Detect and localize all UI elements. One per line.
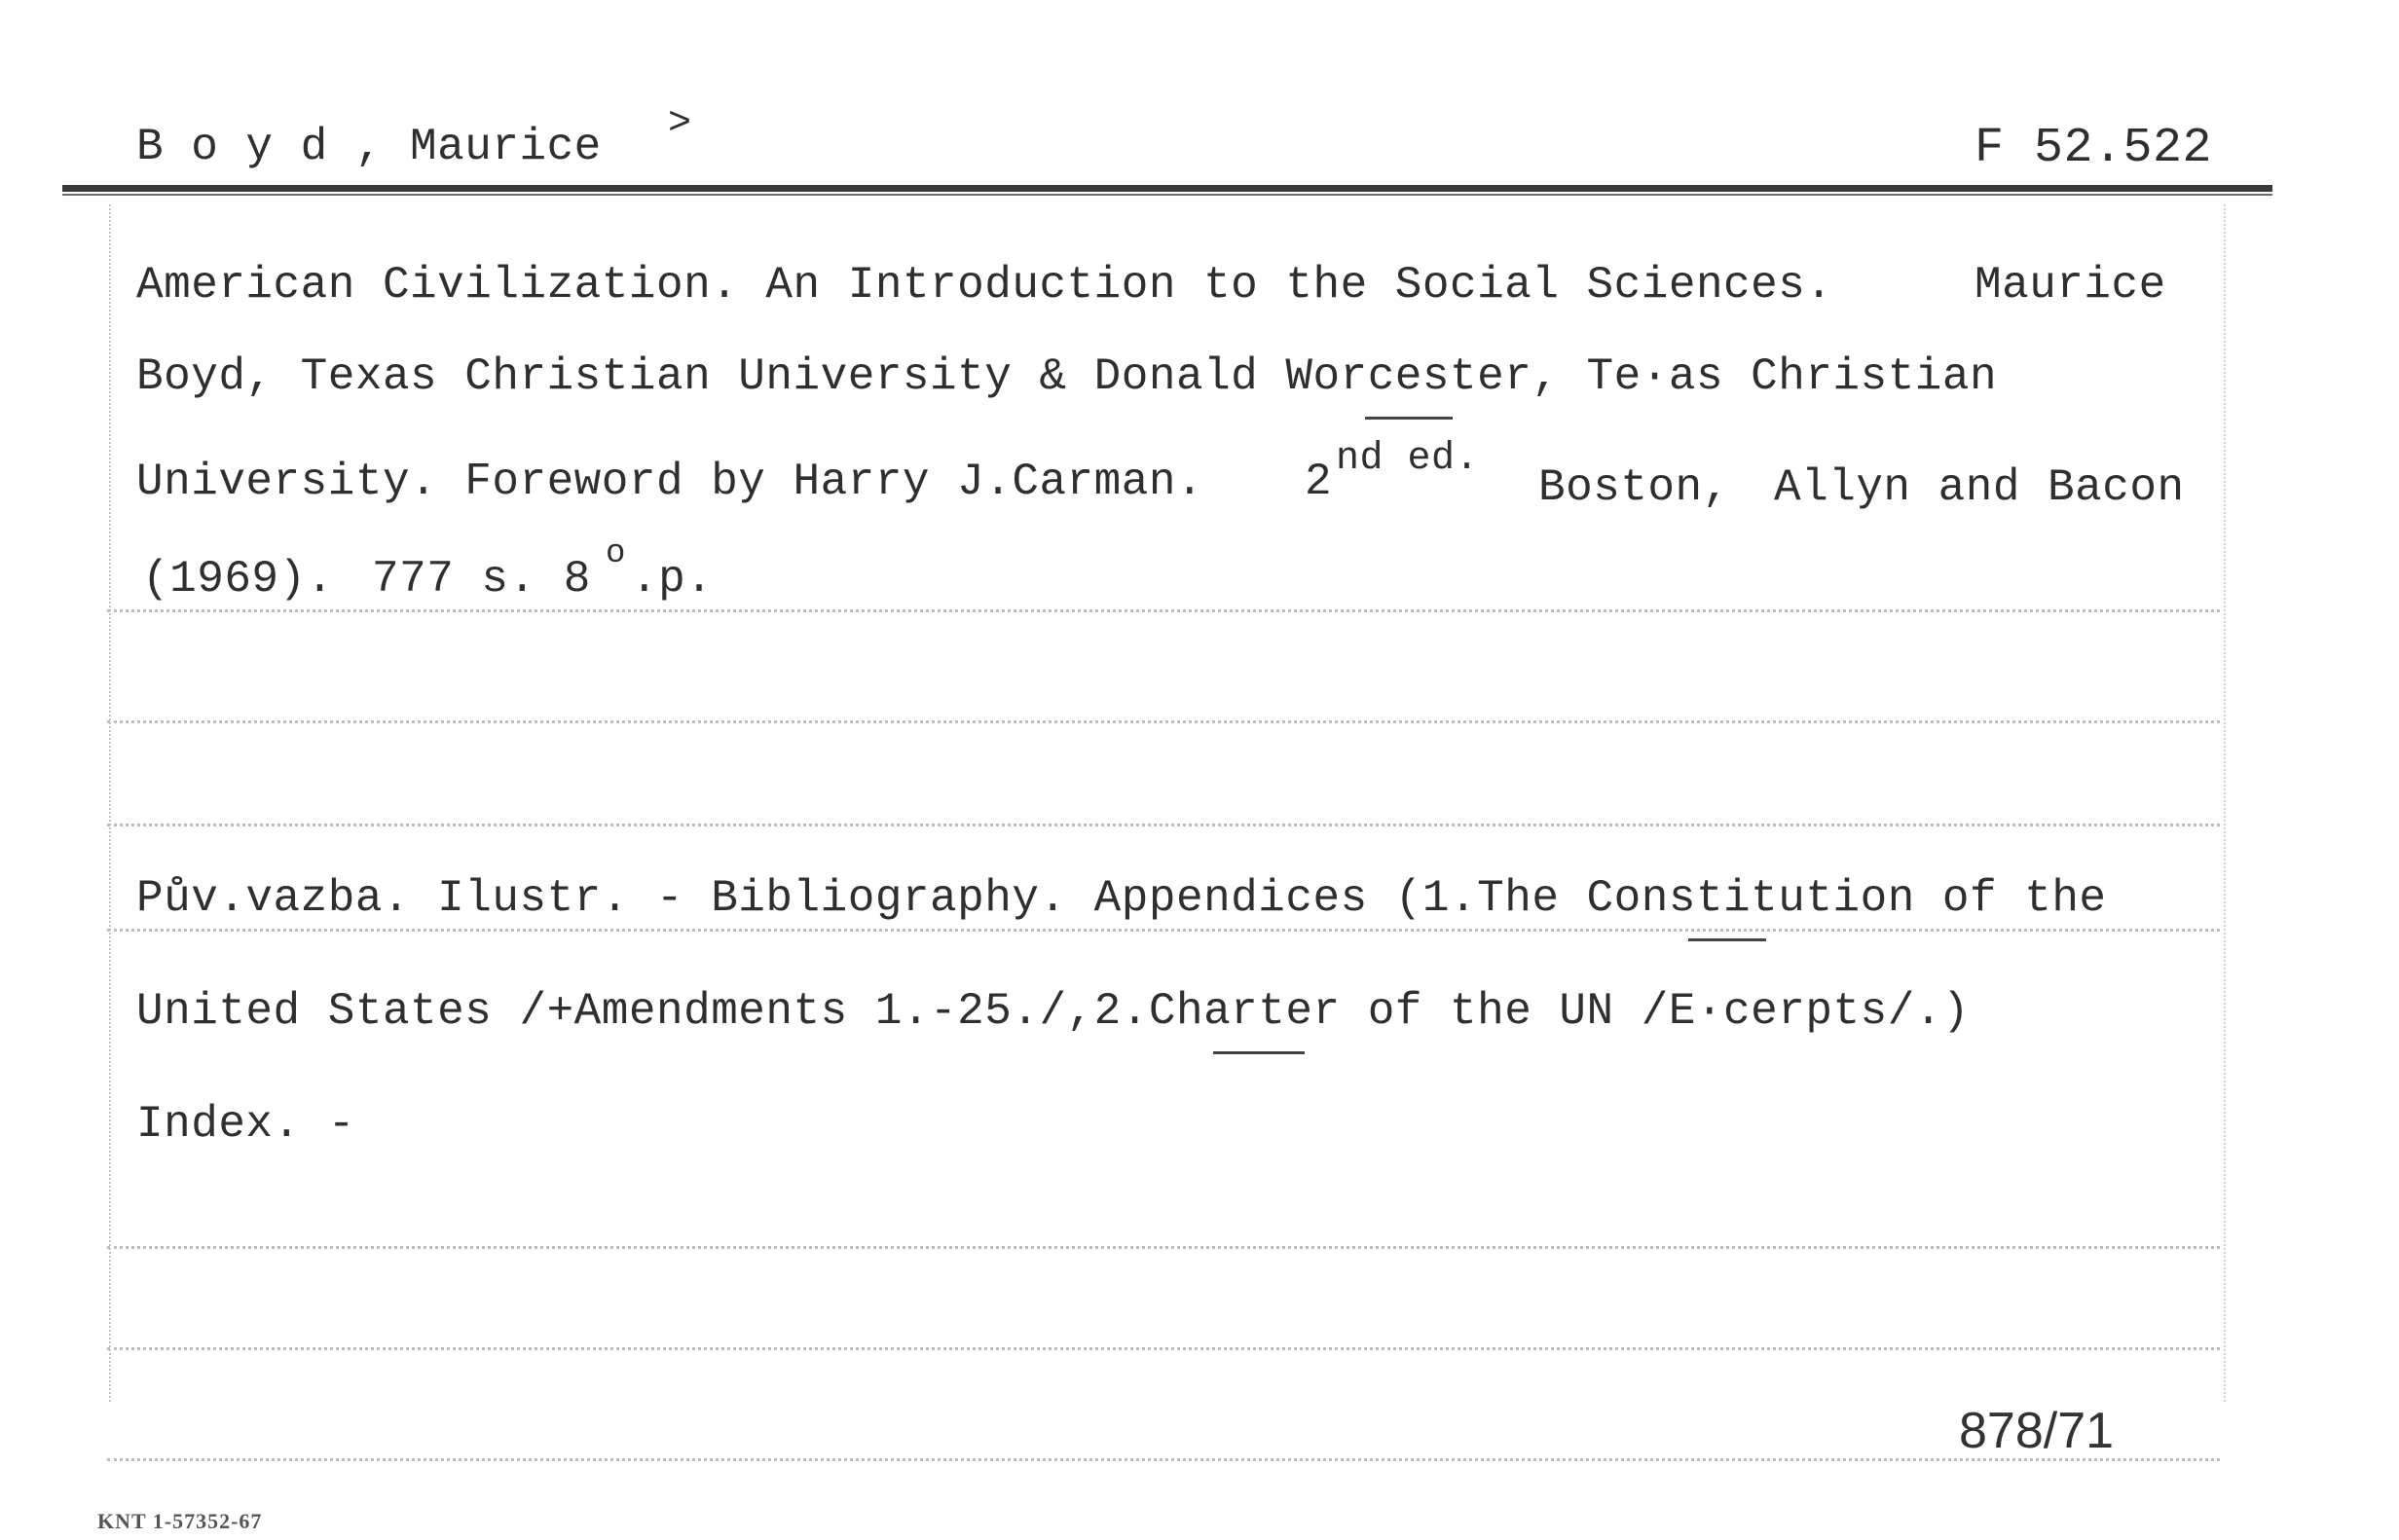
call-number: F 52.522 [1975, 121, 2213, 176]
correction-underline [1365, 417, 1453, 420]
edition-number: 2 [1305, 457, 1333, 507]
notes-line-1: Pův.vazba. Ilustr. - Bibliography. Appendices (1.The Constitution of the [136, 873, 2107, 924]
ruled-line [107, 824, 2220, 826]
left-margin-line [109, 204, 111, 1402]
heading-rule-thin [62, 194, 2272, 196]
publisher: Allyn and Bacon [1774, 462, 2185, 513]
correction-underline [1688, 938, 1766, 941]
notes-line-2: United States /+Amendments 1.-25./,2.Charter of the UN /E·cerpts/.) [136, 986, 1971, 1037]
title-line-1: American Civilization. An Introduction to the Social Sciences. [136, 260, 1833, 311]
accession-number: 878/71 [1959, 1403, 2115, 1459]
pagination: 777 s. 8 [372, 554, 591, 605]
ruled-line [107, 609, 2220, 612]
right-margin-line [2224, 204, 2226, 1402]
notes-line-3: Index. - [136, 1099, 355, 1150]
title-line-2: Boyd, Texas Christian University & Donald Worcester, Te·as Christian [136, 351, 1998, 402]
publication-place: Boston, [1538, 462, 1730, 513]
author-heading: B o y d , Maurice [136, 122, 602, 172]
ruled-line [107, 1347, 2220, 1350]
ruled-line [107, 929, 2220, 932]
heading-correction-mark: > [668, 102, 692, 146]
format-superscript: o [606, 535, 626, 572]
edition-label: nd ed. [1336, 437, 1480, 481]
heading-rule [62, 185, 2272, 192]
title-line-1-author: Maurice [1975, 260, 2166, 311]
title-line-3: University. Foreword by Harry J.Carman. [136, 457, 1204, 507]
ruled-line [107, 720, 2220, 723]
card-print-code: KNT 1-57352-67 [97, 1509, 263, 1533]
correction-underline [1213, 1051, 1305, 1054]
publication-year: (1969). [142, 554, 334, 605]
ruled-line [107, 1246, 2220, 1249]
ruled-line [107, 1458, 2220, 1461]
format-suffix: .p. [631, 554, 714, 605]
